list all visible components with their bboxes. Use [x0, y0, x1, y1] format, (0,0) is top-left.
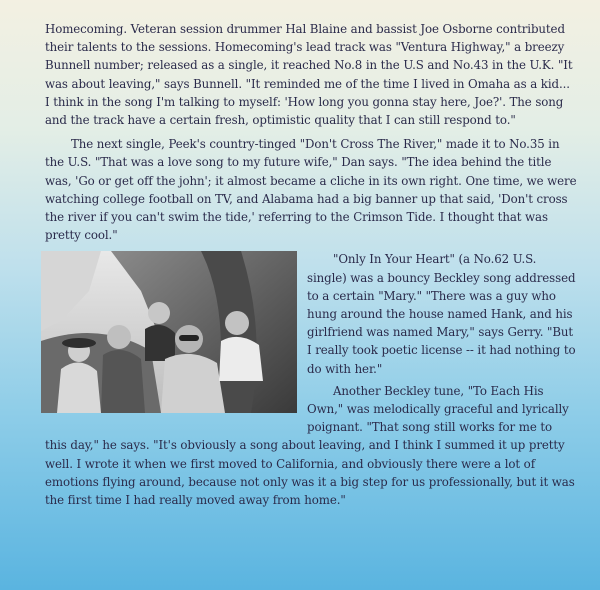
band-photo	[41, 251, 297, 413]
paragraph-to-each-his-own: Another Beckley tune, "To Each His Own," was melodically graceful and lyrically poignant. "That song still works for me to this day," he says. "It's obviously a song about leaving, and I think I summed it up pretty well. I wrote it when we first moved to California, and obviously there were a lot of emotions flying around, because not only was it a big step for us professionally, but it was the first time I had really moved away from home."	[45, 383, 575, 508]
paragraph-dont-cross-the-river: The next single, Peek's country-tinged "Don't Cross The River," made it to No.35 in the U.S. "That was a love song to my future wife," Dan says. "The idea behind the title was, 'Go or get off the john'; it almost became a cliche in its own right. One time, we were watching college football on TV, and Alabama had a big banner up that said, 'Don't cross the river if you can't swim the tide,' referring to the Crimson Tide. I thought that was pretty cool."	[45, 137, 577, 243]
paragraph-only-in-your-heart: "Only In Your Heart" (a No.62 U.S. single) was a bouncy Beckley song addressed to a certain "Mary." "There was a guy who hung around the house named Hank, and his girlfriend was named Mary," says Gerry. "But I really took poetic license -- it had nothing to do with her."	[307, 252, 576, 376]
article-body	[45, 20, 577, 509]
band-photo-illustration	[41, 251, 297, 413]
paragraph-homecoming: Homecoming. Veteran session drummer Hal Blaine and bassist Joe Osborne contributed their talents to the sessions. Homecoming's lead track was "Ventura Highway," a breezy Bunnell number; released as a single, it reached No.8 in the U.S and No.43 in the U.K. "It was about leaving," says Bunnell. "It reminded me of the time I lived in Omaha as a kid... I think in the song I'm talking to myself: 'How long you gonna stay here, Joe?'. The song and the track have a certain fresh, optimistic quality that I can still respond to."	[45, 22, 573, 128]
paragraph-only-in-your-heart-intro	[45, 250, 577, 377]
